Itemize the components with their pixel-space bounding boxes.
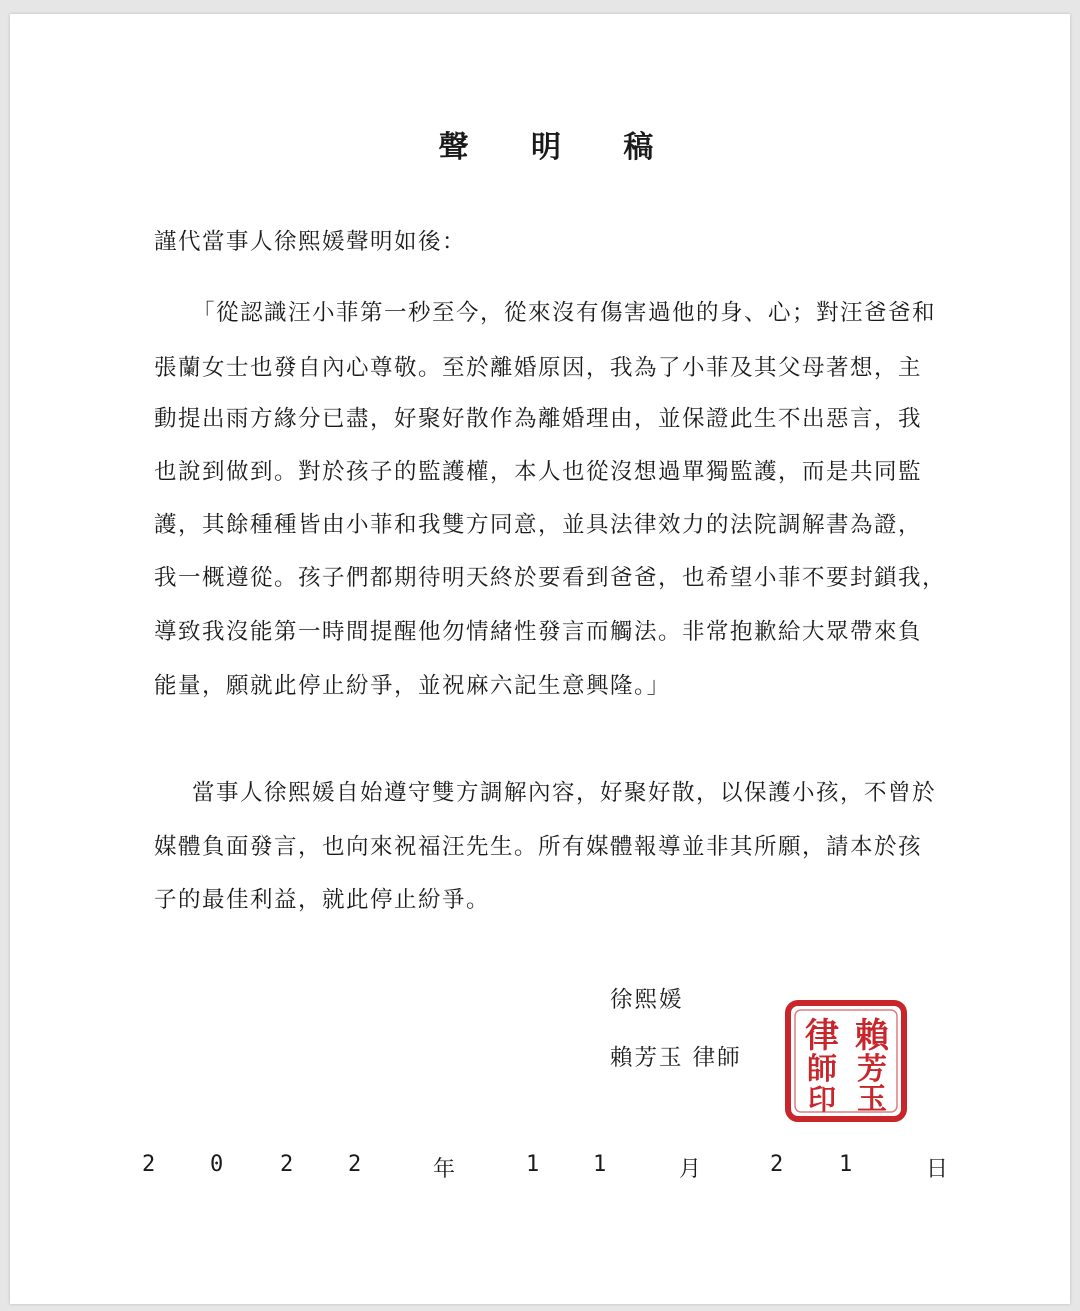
quote-line: 張蘭女士也發自內心尊敬。至於離婚原因，我為了小菲及其父母著想，主: [154, 355, 923, 381]
quote-line: 動提出雨方緣分已盡，好聚好散作為離婚理由，並保證此生不出惡言，我: [154, 406, 923, 432]
statement-line: 子的最佳利益，就此停止紛爭。: [154, 887, 491, 913]
date-month-digit: 1: [593, 1152, 607, 1177]
date-day-digit: 1: [839, 1152, 853, 1177]
svg-text:律: 律: [805, 1016, 839, 1056]
svg-text:賴: 賴: [855, 1016, 889, 1056]
quote-line: 導致我沒能第一時間提醒他勿情緒性發言而觸法。非常抱歉給大眾帶來負: [154, 619, 923, 645]
svg-text:芳: 芳: [857, 1052, 887, 1087]
document-title: 聲 明 稿: [438, 130, 680, 165]
quote-line: 能量，願就此停止紛爭，並祝麻六記生意興隆。」: [154, 673, 671, 699]
lawyer-name: 賴芳玉 律師: [610, 1045, 742, 1071]
date-year-digit: 2: [348, 1152, 362, 1177]
quote-line: 我一概遵從。孩子們都期待明天終於要看到爸爸，也希望小菲不要封鎖我，: [154, 565, 947, 591]
date-year-digit: 0: [210, 1152, 224, 1177]
svg-text:印: 印: [807, 1083, 837, 1116]
date-day-unit: 日: [926, 1157, 949, 1182]
date-year-digit: 2: [142, 1152, 156, 1177]
date-day-digit: 2: [770, 1152, 784, 1177]
quote-line: 護，其餘種種皆由小菲和我雙方同意，並具法律效力的法院調解書為證，: [154, 512, 923, 538]
date-year-digit: 2: [280, 1152, 294, 1177]
lawyer-seal-stamp: [784, 999, 908, 1123]
signatory-name: 徐熙媛: [610, 987, 684, 1013]
svg-text:玉: 玉: [857, 1082, 887, 1117]
quote-line: 「從認識汪小菲第一秒至今，從來沒有傷害過他的身、心；對汪爸爸和: [192, 300, 937, 326]
statement-line: 當事人徐熙媛自始遵守雙方調解內容，好聚好散，以保護小孩，不曾於: [192, 780, 937, 806]
document-page: [10, 14, 1070, 1304]
date-year-unit: 年: [433, 1157, 456, 1182]
date-month-unit: 月: [679, 1157, 702, 1182]
svg-text:師: 師: [807, 1052, 837, 1087]
salutation: 謹代當事人徐熙媛聲明如後：: [154, 229, 467, 255]
statement-line: 媒體負面發言，也向來祝福汪先生。所有媒體報導並非其所願，請本於孩: [154, 834, 923, 860]
quote-line: 也說到做到。對於孩子的監護權，本人也從沒想過單獨監護，而是共同監: [154, 459, 923, 485]
date-month-digit: 1: [526, 1152, 540, 1177]
